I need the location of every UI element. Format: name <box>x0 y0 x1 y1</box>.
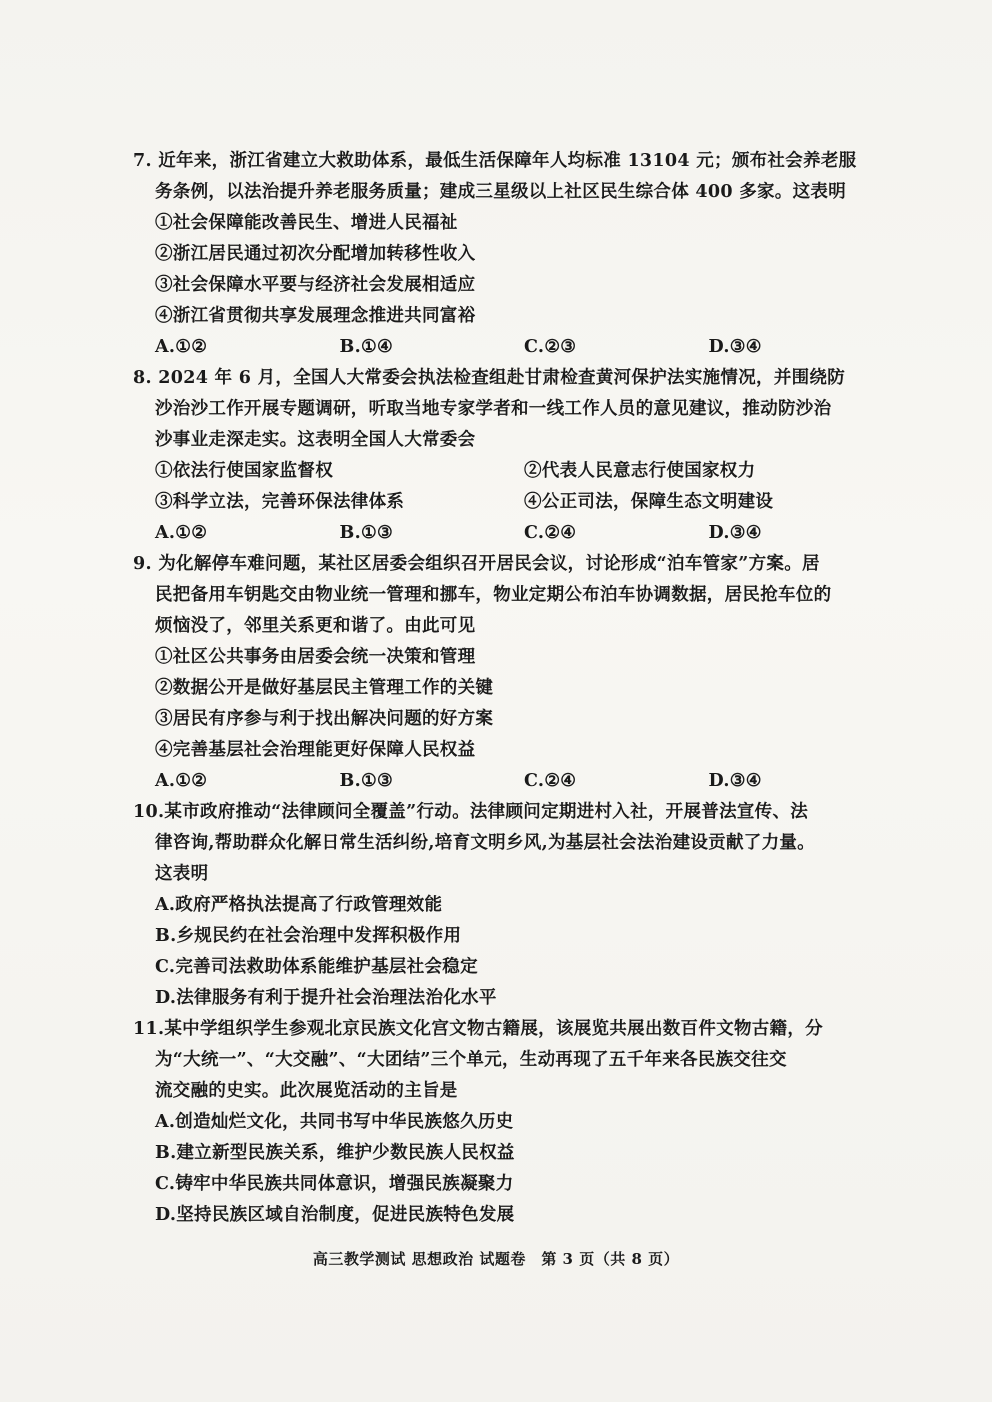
statement-item: ④浙江省贯彻共享发展理念推进共同富裕 <box>155 306 476 326</box>
question-8 <box>133 363 893 549</box>
question-stem-line: 民把备用车钥匙交由物业统一管理和挪车，物业定期公布泊车协调数据，居民抢车位的 <box>155 585 832 605</box>
question-stem-line: 流交融的史实。此次展览活动的主旨是 <box>155 1081 458 1101</box>
statement-item: ②浙江居民通过初次分配增加转移性收入 <box>155 244 476 264</box>
choice-d: D.③④ <box>708 337 762 357</box>
choice-b: B.①④ <box>339 337 393 357</box>
answer-choices <box>133 332 893 363</box>
answer-choices <box>133 766 893 797</box>
choice-a: A.①② <box>155 337 208 357</box>
statement-item: ①依法行使国家监督权 <box>155 461 333 481</box>
choice-c: C.②③ <box>524 337 577 357</box>
choice-c: C.②④ <box>524 523 577 543</box>
choice-b: B.建立新型民族关系，维护少数民族人民权益 <box>155 1143 515 1163</box>
question-stem-line: 烦恼没了，邻里关系更和谐了。由此可见 <box>155 616 476 636</box>
statement-item: ①社区公共事务由居委会统一决策和管理 <box>155 647 476 667</box>
statement-item: ①社会保障能改善民生、增进人民福祉 <box>155 213 458 233</box>
choice-b: B.①③ <box>339 523 393 543</box>
question-stem-line: 这表明 <box>155 864 209 884</box>
choice-a: A.政府严格执法提高了行政管理效能 <box>155 895 443 915</box>
question-stem-line: 10.某市政府推动“法律顾问全覆盖”行动。法律顾问定期进村入社，开展普法宣传、法 <box>133 802 809 822</box>
question-stem-line: 8. 2024 年 6 月，全国人大常委会执法检查组赴甘肃检查黄河保护法实施情况，并围绕防 <box>133 368 846 388</box>
question-stem-line: 11.某中学组织学生参观北京民族文化宫文物古籍展，该展览共展出数百件文物古籍，分 <box>133 1019 823 1039</box>
question-stem-line: 务条例，以法治提升养老服务质量；建成三星级以上社区民生综合体 400 多家。这表明 <box>155 182 847 202</box>
statement-item: ③居民有序参与利于找出解决问题的好方案 <box>155 709 494 729</box>
statement-item: ④公正司法，保障生态文明建设 <box>524 492 774 512</box>
questions-area <box>133 146 893 1231</box>
choice-d: D.③④ <box>708 771 762 791</box>
statement-item: ③社会保障水平要与经济社会发展相适应 <box>155 275 476 295</box>
answer-choices <box>133 518 893 549</box>
question-stem-line: 7. 近年来，浙江省建立大救助体系，最低生活保障年人均标准 13104 元；颁布社会养老服 <box>133 151 857 171</box>
statement-item: ②数据公开是做好基层民主管理工作的关键 <box>155 678 494 698</box>
statement-item: ④完善基层社会治理能更好保障人民权益 <box>155 740 476 760</box>
choice-a: A.①② <box>155 523 208 543</box>
statement-pair <box>133 487 893 518</box>
choice-c: C.②④ <box>524 771 577 791</box>
question-stem-line: 律咨询,帮助群众化解日常生活纠纷,培育文明乡风,为基层社会法治建设贡献了力量。 <box>155 833 815 853</box>
choice-d: D.法律服务有利于提升社会治理法治化水平 <box>155 988 497 1008</box>
choice-b: B.乡规民约在社会治理中发挥积极作用 <box>155 926 462 946</box>
choice-b: B.①③ <box>339 771 393 791</box>
question-stem-line: 9. 为化解停车难问题，某社区居委会组织召开居民会议，讨论形成“泊车管家”方案。居 <box>133 554 820 574</box>
question-11 <box>133 1014 893 1231</box>
question-7 <box>133 146 893 363</box>
question-10 <box>133 797 893 1014</box>
question-stem-line: 沙治沙工作开展专题调研，听取当地专家学者和一线工作人员的意见建议，推动防沙治 <box>155 399 832 419</box>
statement-item: ③科学立法，完善环保法律体系 <box>155 492 405 512</box>
choice-d: D.坚持民族区域自治制度，促进民族特色发展 <box>155 1205 515 1225</box>
choice-a: A.①② <box>155 771 208 791</box>
statement-item: ②代表人民意志行使国家权力 <box>524 461 756 481</box>
choice-a: A.创造灿烂文化，共同书写中华民族悠久历史 <box>155 1112 514 1132</box>
question-stem-line: 沙事业走深走实。这表明全国人大常委会 <box>155 430 476 450</box>
question-9 <box>133 549 893 797</box>
choice-c: C.铸牢中华民族共同体意识，增强民族凝聚力 <box>155 1174 514 1194</box>
page-footer: 高三教学测试 思想政治 试题卷 第 3 页（共 8 页） <box>312 1250 680 1268</box>
question-stem-line: 为“大统一”、“大交融”、“大团结”三个单元，生动再现了五千年来各民族交往交 <box>155 1050 787 1070</box>
choice-d: D.③④ <box>708 523 762 543</box>
choice-c: C.完善司法救助体系能维护基层社会稳定 <box>155 957 478 977</box>
statement-pair <box>133 456 893 487</box>
